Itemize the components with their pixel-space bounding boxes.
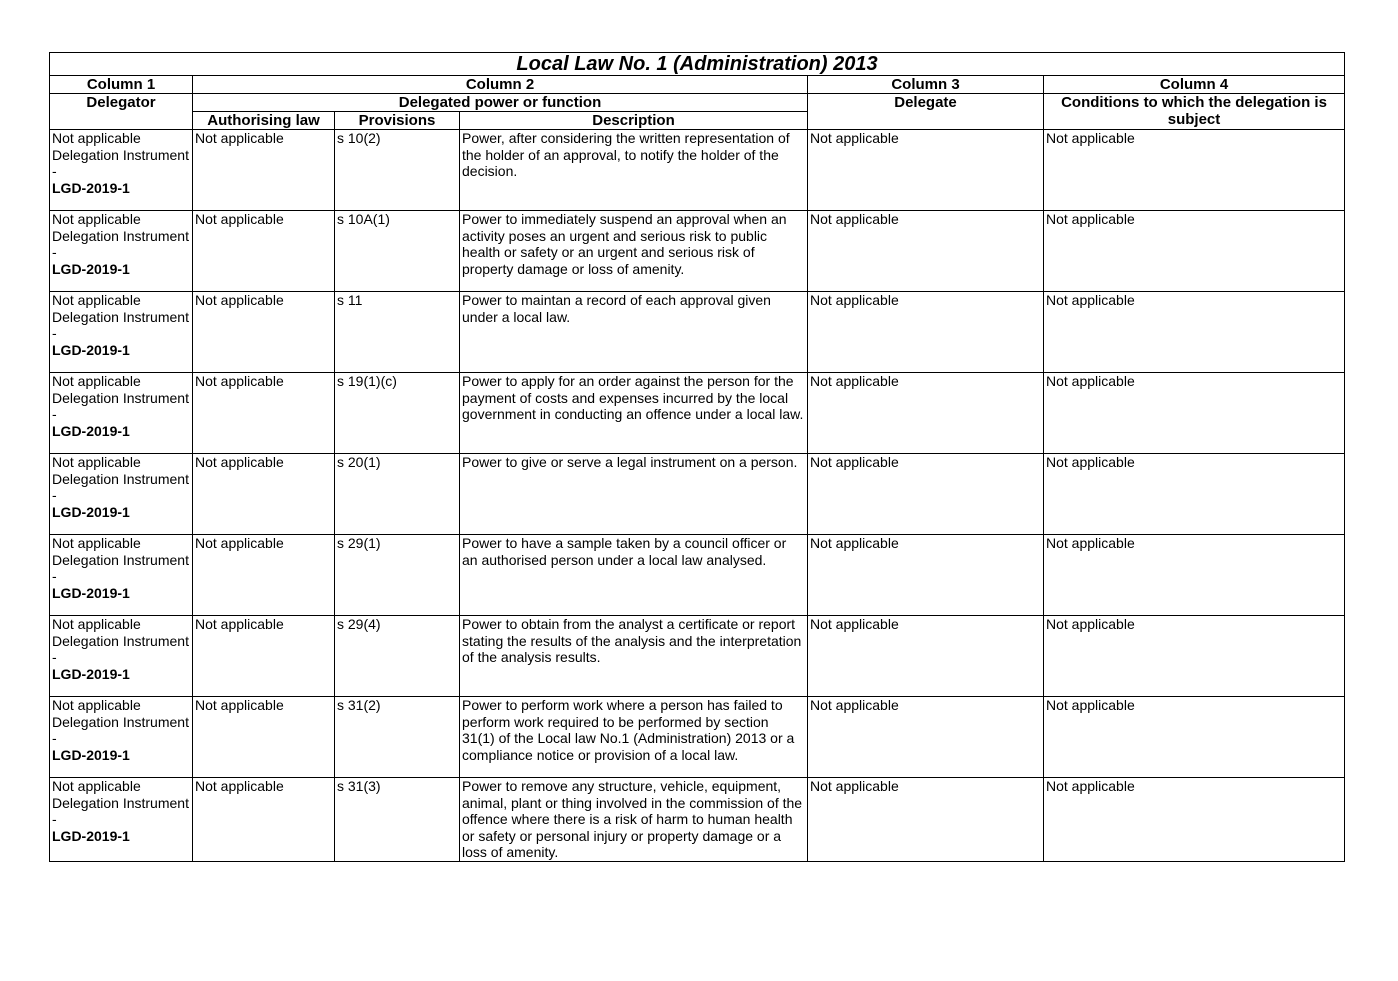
delegation-instrument-id: LGD-2019-1 [52,584,130,601]
delegation-instrument-id: LGD-2019-1 [52,827,130,844]
delegation-instrument-id: LGD-2019-1 [52,503,130,520]
delegator-text: Not applicable [52,211,141,227]
provision-cell: s 20(1) [335,454,460,535]
delegate-cell: Not applicable [808,778,1044,862]
authorising-law-cell: Not applicable [193,130,335,211]
delegation-instrument-label: Delegation Instrument - [52,551,189,584]
description-cell: Power to apply for an order against the person for the payment of costs and expenses incurred by the local government in conducting an offence under a local law. [460,373,808,454]
conditions-cell: Not applicable [1044,292,1345,373]
table-row [50,778,1345,862]
delegator-text: Not applicable [52,697,141,713]
delegator-text: Not applicable [52,778,141,794]
delegate-cell: Not applicable [808,697,1044,778]
delegate-cell: Not applicable [808,130,1044,211]
authorising-law-cell: Not applicable [193,292,335,373]
authorising-law-cell: Not applicable [193,778,335,862]
conditions-cell: Not applicable [1044,373,1345,454]
delegation-table [49,52,1345,862]
delegation-instrument-label: Delegation Instrument - [52,227,189,260]
delegator-cell [50,130,193,211]
delegator-text: Not applicable [52,616,141,632]
delegation-instrument-label: Delegation Instrument - [52,389,189,422]
description-cell: Power to have a sample taken by a council officer or an authorised person under a local law analysed. [460,535,808,616]
description-cell: Power to remove any structure, vehicle, equipment, animal, plant or thing involved in the commission of the offence where there is a risk of harm to human health or safety or personal injury or property damage or a loss of amenity. [460,778,808,862]
delegate-cell: Not applicable [808,211,1044,292]
delegate-cell: Not applicable [808,535,1044,616]
authorising-law-cell: Not applicable [193,454,335,535]
delegation-instrument-id: LGD-2019-1 [52,422,130,439]
delegator-text: Not applicable [52,292,141,308]
authorising-law-cell: Not applicable [193,373,335,454]
table-row [50,535,1345,616]
provision-cell: s 29(1) [335,535,460,616]
delegate-cell: Not applicable [808,616,1044,697]
provision-cell: s 19(1)(c) [335,373,460,454]
delegator-cell [50,535,193,616]
delegate-header: Delegate [808,94,1044,130]
delegator-cell [50,697,193,778]
description-header: Description [460,112,808,130]
conditions-cell: Not applicable [1044,697,1345,778]
delegation-instrument-label: Delegation Instrument - [52,632,189,665]
provision-cell: s 11 [335,292,460,373]
delegation-instrument-id: LGD-2019-1 [52,341,130,358]
authorising-law-cell: Not applicable [193,535,335,616]
table-row [50,211,1345,292]
table-title: Local Law No. 1 (Administration) 2013 [50,53,1345,76]
delegator-cell [50,373,193,454]
delegation-instrument-label: Delegation Instrument - [52,470,189,503]
table-row [50,130,1345,211]
authorising-law-cell: Not applicable [193,616,335,697]
delegator-header: Delegator [50,94,193,130]
delegator-cell [50,292,193,373]
delegate-cell: Not applicable [808,373,1044,454]
authorising-law-header: Authorising law [193,112,335,130]
conditions-cell: Not applicable [1044,778,1345,862]
provision-cell: s 31(3) [335,778,460,862]
column-4-header: Column 4 [1044,76,1345,94]
column-3-header: Column 3 [808,76,1044,94]
column-2-header: Column 2 [193,76,808,94]
delegation-instrument-label: Delegation Instrument - [52,794,189,827]
delegator-text: Not applicable [52,535,141,551]
table-row [50,616,1345,697]
description-cell: Power, after considering the written representation of the holder of an approval, to notify the holder of the decision. [460,130,808,211]
delegator-text: Not applicable [52,373,141,389]
delegation-instrument-label: Delegation Instrument - [52,713,189,746]
description-cell: Power to give or serve a legal instrument on a person. [460,454,808,535]
table-body [50,130,1345,862]
provision-cell: s 10(2) [335,130,460,211]
delegated-power-header: Delegated power or function [193,94,808,112]
delegate-cell: Not applicable [808,454,1044,535]
delegator-text: Not applicable [52,130,141,146]
description-cell: Power to obtain from the analyst a certificate or report stating the results of the analysis and the interpretation of the analysis results. [460,616,808,697]
delegator-cell [50,616,193,697]
conditions-cell: Not applicable [1044,130,1345,211]
conditions-cell: Not applicable [1044,211,1345,292]
column-1-header: Column 1 [50,76,193,94]
table-row [50,292,1345,373]
description-cell: Power to perform work where a person has failed to perform work required to be performed by section 31(1) of the Local law No.1 (Administration) 2013 or a compliance notice or provision of a local law. [460,697,808,778]
delegation-instrument-id: LGD-2019-1 [52,746,130,763]
delegate-cell: Not applicable [808,292,1044,373]
conditions-header: Conditions to which the delegation is subject [1044,94,1345,130]
delegator-text: Not applicable [52,454,141,470]
conditions-cell: Not applicable [1044,616,1345,697]
table-row [50,373,1345,454]
conditions-cell: Not applicable [1044,454,1345,535]
description-cell: Power to immediately suspend an approval when an activity poses an urgent and serious risk to public health or safety or an urgent and serious risk of property damage or loss of amenity. [460,211,808,292]
delegation-instrument-id: LGD-2019-1 [52,179,130,196]
table-row [50,454,1345,535]
delegation-instrument-id: LGD-2019-1 [52,665,130,682]
authorising-law-cell: Not applicable [193,211,335,292]
delegation-instrument-label: Delegation Instrument - [52,146,189,179]
delegator-cell [50,454,193,535]
description-cell: Power to maintan a record of each approval given under a local law. [460,292,808,373]
conditions-cell: Not applicable [1044,535,1345,616]
table-row [50,697,1345,778]
delegator-cell [50,211,193,292]
delegation-instrument-label: Delegation Instrument - [52,308,189,341]
provision-cell: s 31(2) [335,697,460,778]
delegation-instrument-id: LGD-2019-1 [52,260,130,277]
authorising-law-cell: Not applicable [193,697,335,778]
provision-cell: s 29(4) [335,616,460,697]
delegator-cell [50,778,193,862]
provision-cell: s 10A(1) [335,211,460,292]
provisions-header: Provisions [335,112,460,130]
